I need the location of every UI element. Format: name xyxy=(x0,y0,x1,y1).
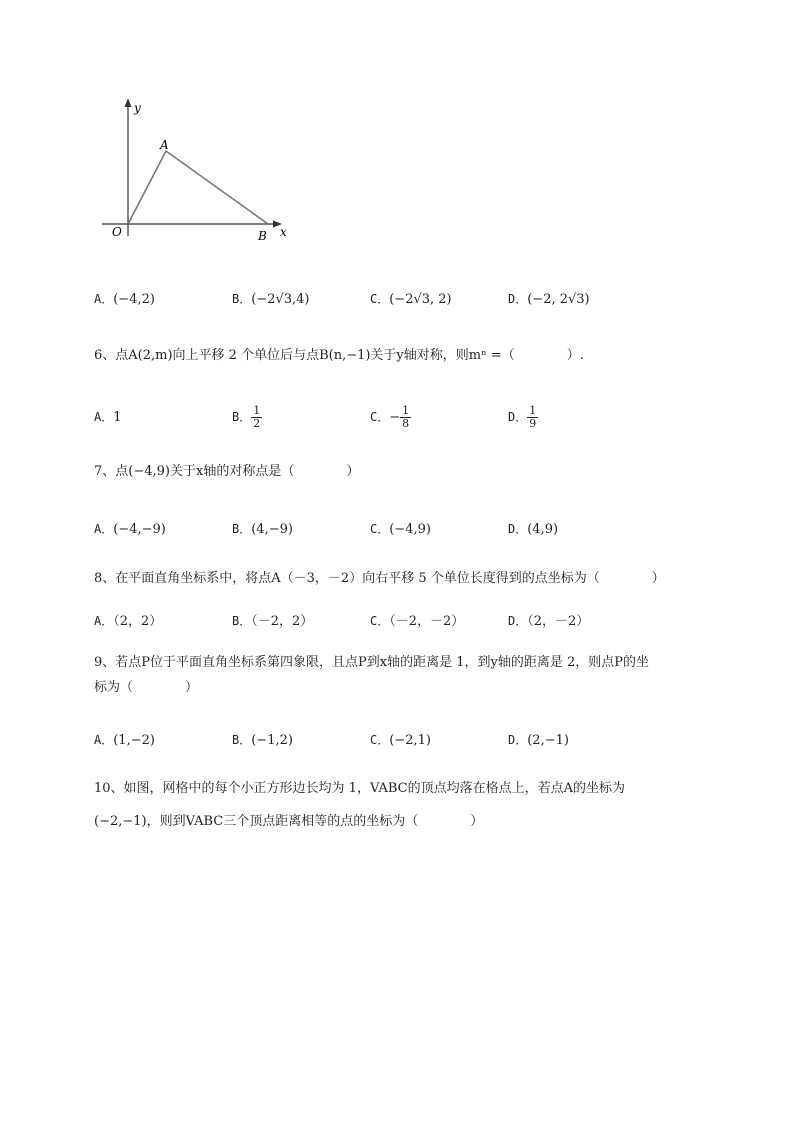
option-key: B． xyxy=(232,410,252,424)
origin-label: O xyxy=(112,225,122,239)
minus-sign: − xyxy=(389,410,401,425)
denominator: 2 xyxy=(253,417,261,430)
question-10-line-2: (−2,−1)，则到VABC三个顶点距离相等的点的坐标为（ ） xyxy=(94,814,484,829)
option-value: (4,9) xyxy=(527,522,559,537)
q7-option-b[interactable] xyxy=(232,518,293,541)
option-value: (−4,2) xyxy=(113,292,155,307)
option-key: B． xyxy=(232,292,252,306)
q6-option-a[interactable] xyxy=(94,402,122,433)
option-value: （2，2） xyxy=(113,614,163,629)
triangle-oab xyxy=(128,151,268,224)
q7-options xyxy=(94,518,734,540)
option-value: (−4,9) xyxy=(389,522,431,537)
option-value: (2,−1) xyxy=(527,733,569,748)
q8-options xyxy=(94,610,734,632)
option-key: C． xyxy=(370,292,390,306)
question-9-line-2: 标为（ ） xyxy=(94,680,199,695)
option-value: (−2√3, 2) xyxy=(389,292,452,307)
option-key: B． xyxy=(232,733,252,747)
option-value: (4,−9) xyxy=(251,522,293,537)
option-value: (1,−2) xyxy=(113,733,155,748)
q7-option-d[interactable] xyxy=(508,518,558,541)
q6-option-c[interactable] xyxy=(370,402,411,433)
option-key: D． xyxy=(508,733,528,747)
question-6-text: 6、点A(2,m)向上平移 2 个单位后与点B(n,−1)关于y轴对称，则mⁿ =（ ）. xyxy=(94,348,584,363)
point-a-label: A xyxy=(160,138,169,152)
q7-option-a[interactable] xyxy=(94,518,166,541)
fraction xyxy=(251,405,262,430)
y-axis-arrow xyxy=(125,98,132,107)
q8-option-a[interactable] xyxy=(94,610,162,633)
fraction xyxy=(527,405,538,430)
option-value: (−1,2) xyxy=(251,733,293,748)
option-value: （2，－2） xyxy=(527,614,590,629)
option-key: A． xyxy=(94,614,114,628)
q9-options xyxy=(94,729,734,751)
option-key: D． xyxy=(508,522,528,536)
option-key: C． xyxy=(370,733,390,747)
option-key: D． xyxy=(508,410,528,424)
q5-option-b[interactable] xyxy=(232,288,310,311)
denominator: 8 xyxy=(402,417,410,430)
option-value: （－2，2） xyxy=(251,614,314,629)
q6-options xyxy=(94,402,734,432)
question-10-line-1: 10、如图，网格中的每个小正方形边长均为 1，VABC的顶点均落在格点上，若点A的坐标为 xyxy=(94,781,625,796)
denominator: 9 xyxy=(529,417,537,430)
q6-option-b[interactable] xyxy=(232,402,262,433)
option-key: C． xyxy=(370,522,390,536)
option-key: B． xyxy=(232,614,252,628)
option-value: (−2,1) xyxy=(389,733,431,748)
q9-option-c[interactable] xyxy=(370,729,431,752)
point-b-label: B xyxy=(258,229,267,243)
q5-option-d[interactable] xyxy=(508,288,590,311)
option-key: C． xyxy=(370,614,390,628)
option-value: (−2√3,4) xyxy=(251,292,310,307)
q6-option-d[interactable] xyxy=(508,402,538,433)
option-key: D． xyxy=(508,292,528,306)
option-value: (−4,−9) xyxy=(113,522,166,537)
option-key: A． xyxy=(94,292,114,306)
q9-option-d[interactable] xyxy=(508,729,569,752)
option-key: A． xyxy=(94,522,114,536)
fraction xyxy=(400,405,411,430)
q8-option-c[interactable] xyxy=(370,610,464,633)
option-key: B． xyxy=(232,522,252,536)
coordinate-figure xyxy=(96,96,296,246)
numerator: 1 xyxy=(529,404,537,417)
y-axis-label: y xyxy=(134,101,141,115)
question-7-text: 7、点(−4,9)关于x轴的对称点是（ ） xyxy=(94,464,360,479)
question-9-line-1: 9、若点P位于平面直角坐标系第四象限，且点P到x轴的距离是 1，到y轴的距离是 2，则点P的坐 xyxy=(94,655,649,670)
option-value: 1 xyxy=(113,410,122,425)
q7-option-c[interactable] xyxy=(370,518,431,541)
option-value: （－2，－2） xyxy=(389,614,465,629)
option-key: C． xyxy=(370,410,390,424)
option-key: A． xyxy=(94,410,114,424)
numerator: 1 xyxy=(253,404,261,417)
option-key: D． xyxy=(508,614,528,628)
option-key: A． xyxy=(94,733,114,747)
q8-option-d[interactable] xyxy=(508,610,589,633)
q8-option-b[interactable] xyxy=(232,610,313,633)
q9-option-a[interactable] xyxy=(94,729,155,752)
q5-options xyxy=(94,288,734,310)
numerator: 1 xyxy=(402,404,410,417)
x-axis-label: x xyxy=(280,225,287,239)
question-8-text: 8、在平面直角坐标系中，将点A（－3，－2）向右平移 5 个单位长度得到的点坐标为（ ） xyxy=(94,571,665,586)
option-value: (−2, 2√3) xyxy=(527,292,590,307)
q5-option-c[interactable] xyxy=(370,288,452,311)
q5-option-a[interactable] xyxy=(94,288,155,311)
q9-option-b[interactable] xyxy=(232,729,293,752)
